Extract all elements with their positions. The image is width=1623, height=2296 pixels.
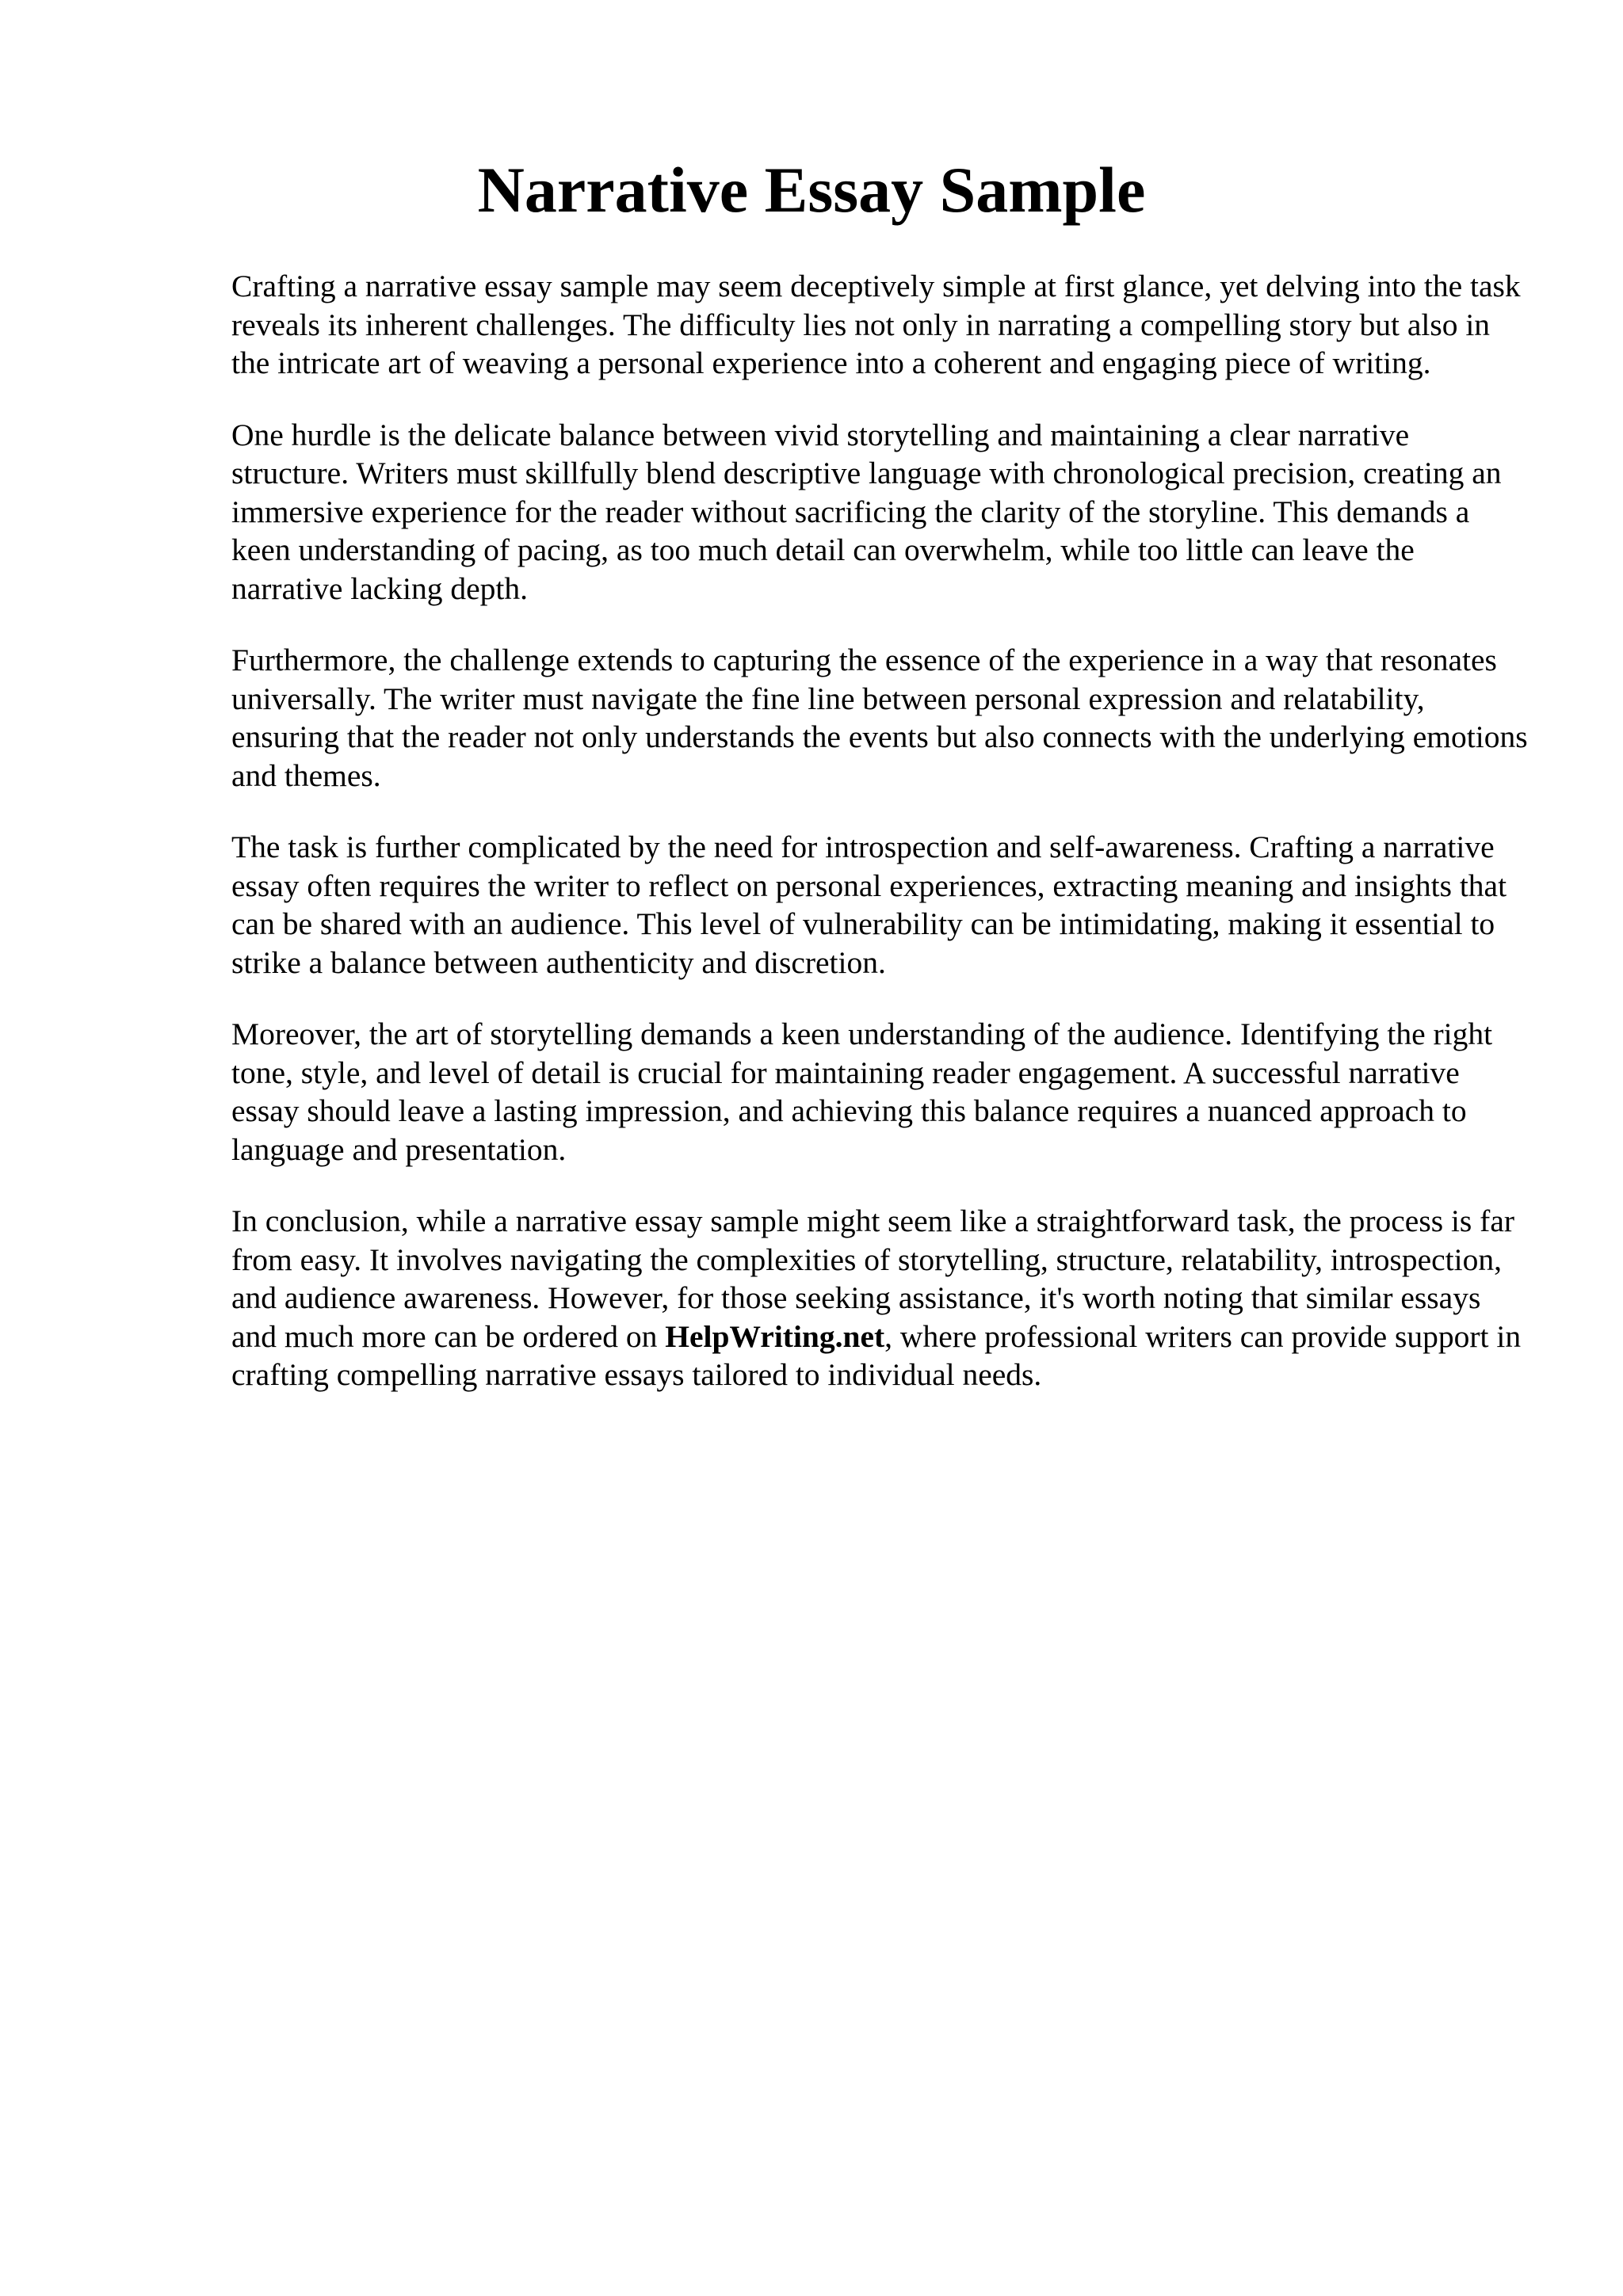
paragraph-4: The task is further complicated by the need for introspection and self-awareness. Crafting a narrative essay often requires the writer to reflect on personal experiences, extracting meaning and insights that can be shared with an audience. This level of vulnerability can be intimidating, making it essential to strike a balance between authenticity and discretion. xyxy=(231,830,1507,980)
essay-body xyxy=(231,267,1531,1428)
paragraph-5: Moreover, the art of storytelling demands a keen understanding of the audience. Identifying the right tone, style, and level of detail is crucial for maintaining reader engagement. A successful narrative essay should leave a lasting impression, and achieving this balance requires a nuanced approach to language and presentation. xyxy=(231,1016,1493,1167)
brand-link[interactable]: HelpWriting.net xyxy=(665,1318,885,1354)
paragraph-3: Furthermore, the challenge extends to capturing the essence of the experience in a way that resonates universally. The writer must navigate the fine line between personal expression and relatability, ensuring that the reader not only understands the events but also connects with the underlying emotions and themes. xyxy=(231,643,1528,793)
paragraph-conclusion xyxy=(231,1202,1531,1394)
paragraph-2: One hurdle is the delicate balance between vivid storytelling and maintaining a clear narrative structure. Writers must skillfully blend descriptive language with chronological precision, creating an immersive experience for the reader without sacrificing the clarity of the storyline. This demands a keen understanding of pacing, as too much detail can overwhelm, while too little can leave the narrative lacking depth. xyxy=(231,417,1502,606)
conclusion-text-after: , where professional writers can provide support in crafting compelling narrative essays tailored to individual needs. xyxy=(231,1318,1522,1392)
page-title: Narrative Essay Sample xyxy=(477,154,1146,226)
conclusion-text-before: In conclusion, while a narrative essay sample might seem like a straightforward task, the process is far from easy. It involves navigating the complexities of storytelling, structure, relatability, introspection, and audience awareness. However, for those seeking assistance, it's worth noting that similar essays and much more can be ordered on xyxy=(231,1203,1514,1354)
paragraph-1: Crafting a narrative essay sample may seem deceptively simple at first glance, yet delving into the task reveals its inherent challenges. The difficulty lies not only in narrating a compelling story but also in the intricate art of weaving a personal experience into a coherent and engaging piece of writing. xyxy=(231,269,1521,380)
